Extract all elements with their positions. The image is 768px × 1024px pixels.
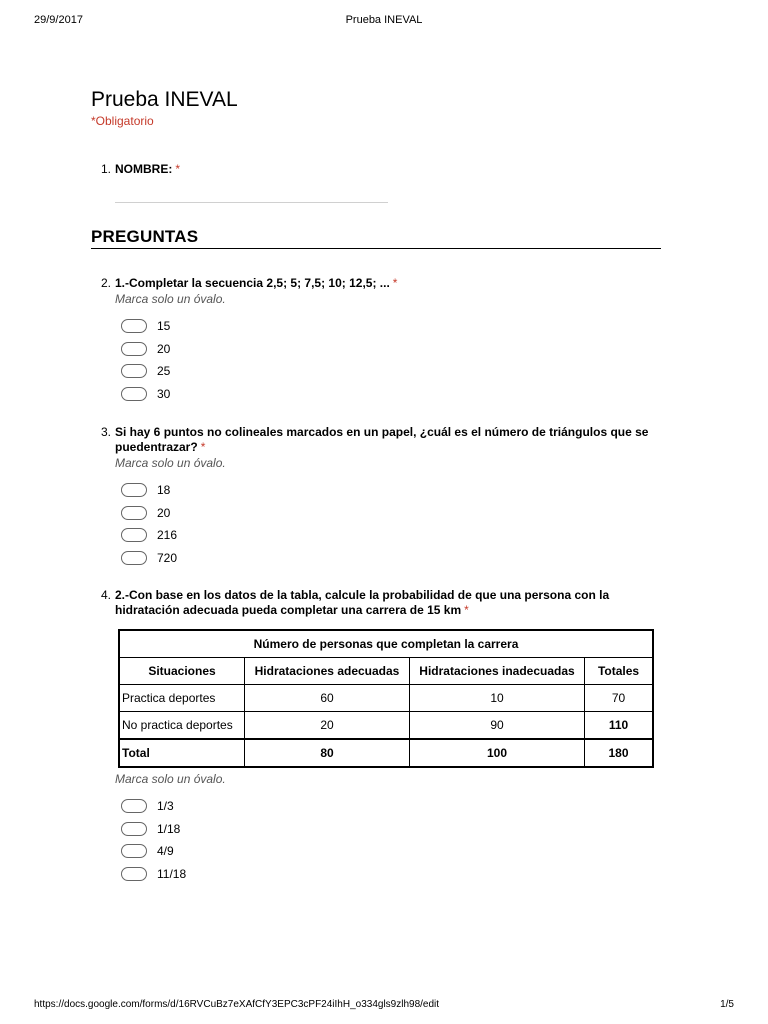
table-header: Hidrataciones adecuadas xyxy=(245,658,410,685)
question-nombre xyxy=(91,162,661,177)
required-asterisk: * xyxy=(200,440,206,454)
table-cell: Practica deportes xyxy=(119,685,245,712)
question-hint: Marca solo un óvalo. xyxy=(115,456,226,470)
option-label: 25 xyxy=(157,364,171,379)
option[interactable] xyxy=(121,795,661,818)
table-cell: 10 xyxy=(410,685,585,712)
table-cell: 70 xyxy=(585,685,654,712)
question-number: 1. xyxy=(100,162,111,176)
radio-oval[interactable] xyxy=(121,844,147,858)
table-cell: 110 xyxy=(585,712,654,740)
radio-oval[interactable] xyxy=(121,551,147,565)
radio-oval[interactable] xyxy=(121,528,147,542)
section-title: PREGUNTAS xyxy=(91,227,199,246)
option-label: 1/3 xyxy=(157,799,174,814)
name-input-line[interactable] xyxy=(115,202,388,203)
question-4-options xyxy=(91,771,661,885)
required-asterisk: * xyxy=(392,276,398,290)
options-list xyxy=(121,479,661,569)
option-label: 15 xyxy=(157,319,171,334)
section-header xyxy=(91,227,661,249)
option-label: 4/9 xyxy=(157,844,174,859)
option[interactable] xyxy=(121,315,661,338)
required-asterisk: * xyxy=(175,162,180,176)
option-label: 20 xyxy=(157,505,171,520)
table-cell: 180 xyxy=(585,739,654,767)
form-title: Prueba INEVAL xyxy=(91,88,238,111)
question-number: 4. xyxy=(100,588,111,602)
required-note: *Obligatorio xyxy=(91,114,154,128)
option-label: 216 xyxy=(157,528,178,543)
table-cell: 100 xyxy=(410,739,585,767)
question-text: 1.-Completar la secuencia 2,5; 5; 7,5; 10; 12,5; ... xyxy=(115,276,390,290)
data-table xyxy=(118,629,654,768)
option-label: 11/18 xyxy=(157,866,187,881)
table-header: Hidrataciones inadecuadas xyxy=(410,658,585,685)
table-caption: Número de personas que completan la carrera xyxy=(119,630,653,658)
option[interactable] xyxy=(121,840,661,863)
options-list xyxy=(121,315,661,405)
option[interactable] xyxy=(121,502,661,525)
required-asterisk: * xyxy=(464,603,469,617)
radio-oval[interactable] xyxy=(121,342,147,356)
question-hint: Marca solo un óvalo. xyxy=(115,292,226,306)
radio-oval[interactable] xyxy=(121,799,147,813)
table-row xyxy=(119,685,653,712)
print-date: 29/9/2017 xyxy=(34,14,83,26)
table-cell: 90 xyxy=(410,712,585,740)
question-2 xyxy=(91,276,661,405)
page-url: https://docs.google.com/forms/d/16RVCuBz7eXAfCfY3EPC3cPF24iIhH_o334gls9zlh98/edit xyxy=(34,999,440,1010)
option[interactable] xyxy=(121,524,661,547)
form xyxy=(91,86,661,881)
radio-oval[interactable] xyxy=(121,319,147,333)
table-cell: 80 xyxy=(245,739,410,767)
option[interactable] xyxy=(121,818,661,841)
radio-oval[interactable] xyxy=(121,822,147,836)
table-cell: 60 xyxy=(245,685,410,712)
option[interactable] xyxy=(121,383,661,406)
table-header: Totales xyxy=(585,658,654,685)
question-label: NOMBRE: xyxy=(115,162,173,176)
print-title: Prueba INEVAL xyxy=(345,14,423,26)
radio-oval[interactable] xyxy=(121,506,147,520)
table-row xyxy=(119,739,653,767)
option[interactable] xyxy=(121,360,661,383)
question-4 xyxy=(91,588,661,618)
question-text: Si hay 6 puntos no colineales marcados en un papel, ¿cuál es el número de triángulos que se puedentrazar? xyxy=(115,425,649,454)
table-cell: No practica deportes xyxy=(119,712,245,740)
question-3 xyxy=(91,425,661,569)
option-label: 1/18 xyxy=(157,821,181,836)
option-label: 30 xyxy=(157,386,171,401)
question-number: 2. xyxy=(100,276,111,290)
question-hint: Marca solo un óvalo. xyxy=(115,772,226,786)
option[interactable] xyxy=(121,338,661,361)
question-number: 3. xyxy=(100,425,111,439)
option[interactable] xyxy=(121,479,661,502)
table-cell: Total xyxy=(119,739,245,767)
table-row xyxy=(119,712,653,740)
radio-oval[interactable] xyxy=(121,364,147,378)
option-label: 20 xyxy=(157,341,171,356)
option-label: 18 xyxy=(157,483,171,498)
options-list xyxy=(121,795,661,885)
option[interactable] xyxy=(121,547,661,570)
option-label: 720 xyxy=(157,550,178,565)
table-cell: 20 xyxy=(245,712,410,740)
table-header: Situaciones xyxy=(119,658,245,685)
radio-oval[interactable] xyxy=(121,387,147,401)
question-text: 2.-Con base en los datos de la tabla, calcule la probabilidad de que una persona con la hidratación adecuada pueda completar una carrera de 15 km xyxy=(115,588,610,617)
option[interactable] xyxy=(121,863,661,886)
page-number: 1/5 xyxy=(720,999,734,1010)
radio-oval[interactable] xyxy=(121,867,147,881)
radio-oval[interactable] xyxy=(121,483,147,497)
